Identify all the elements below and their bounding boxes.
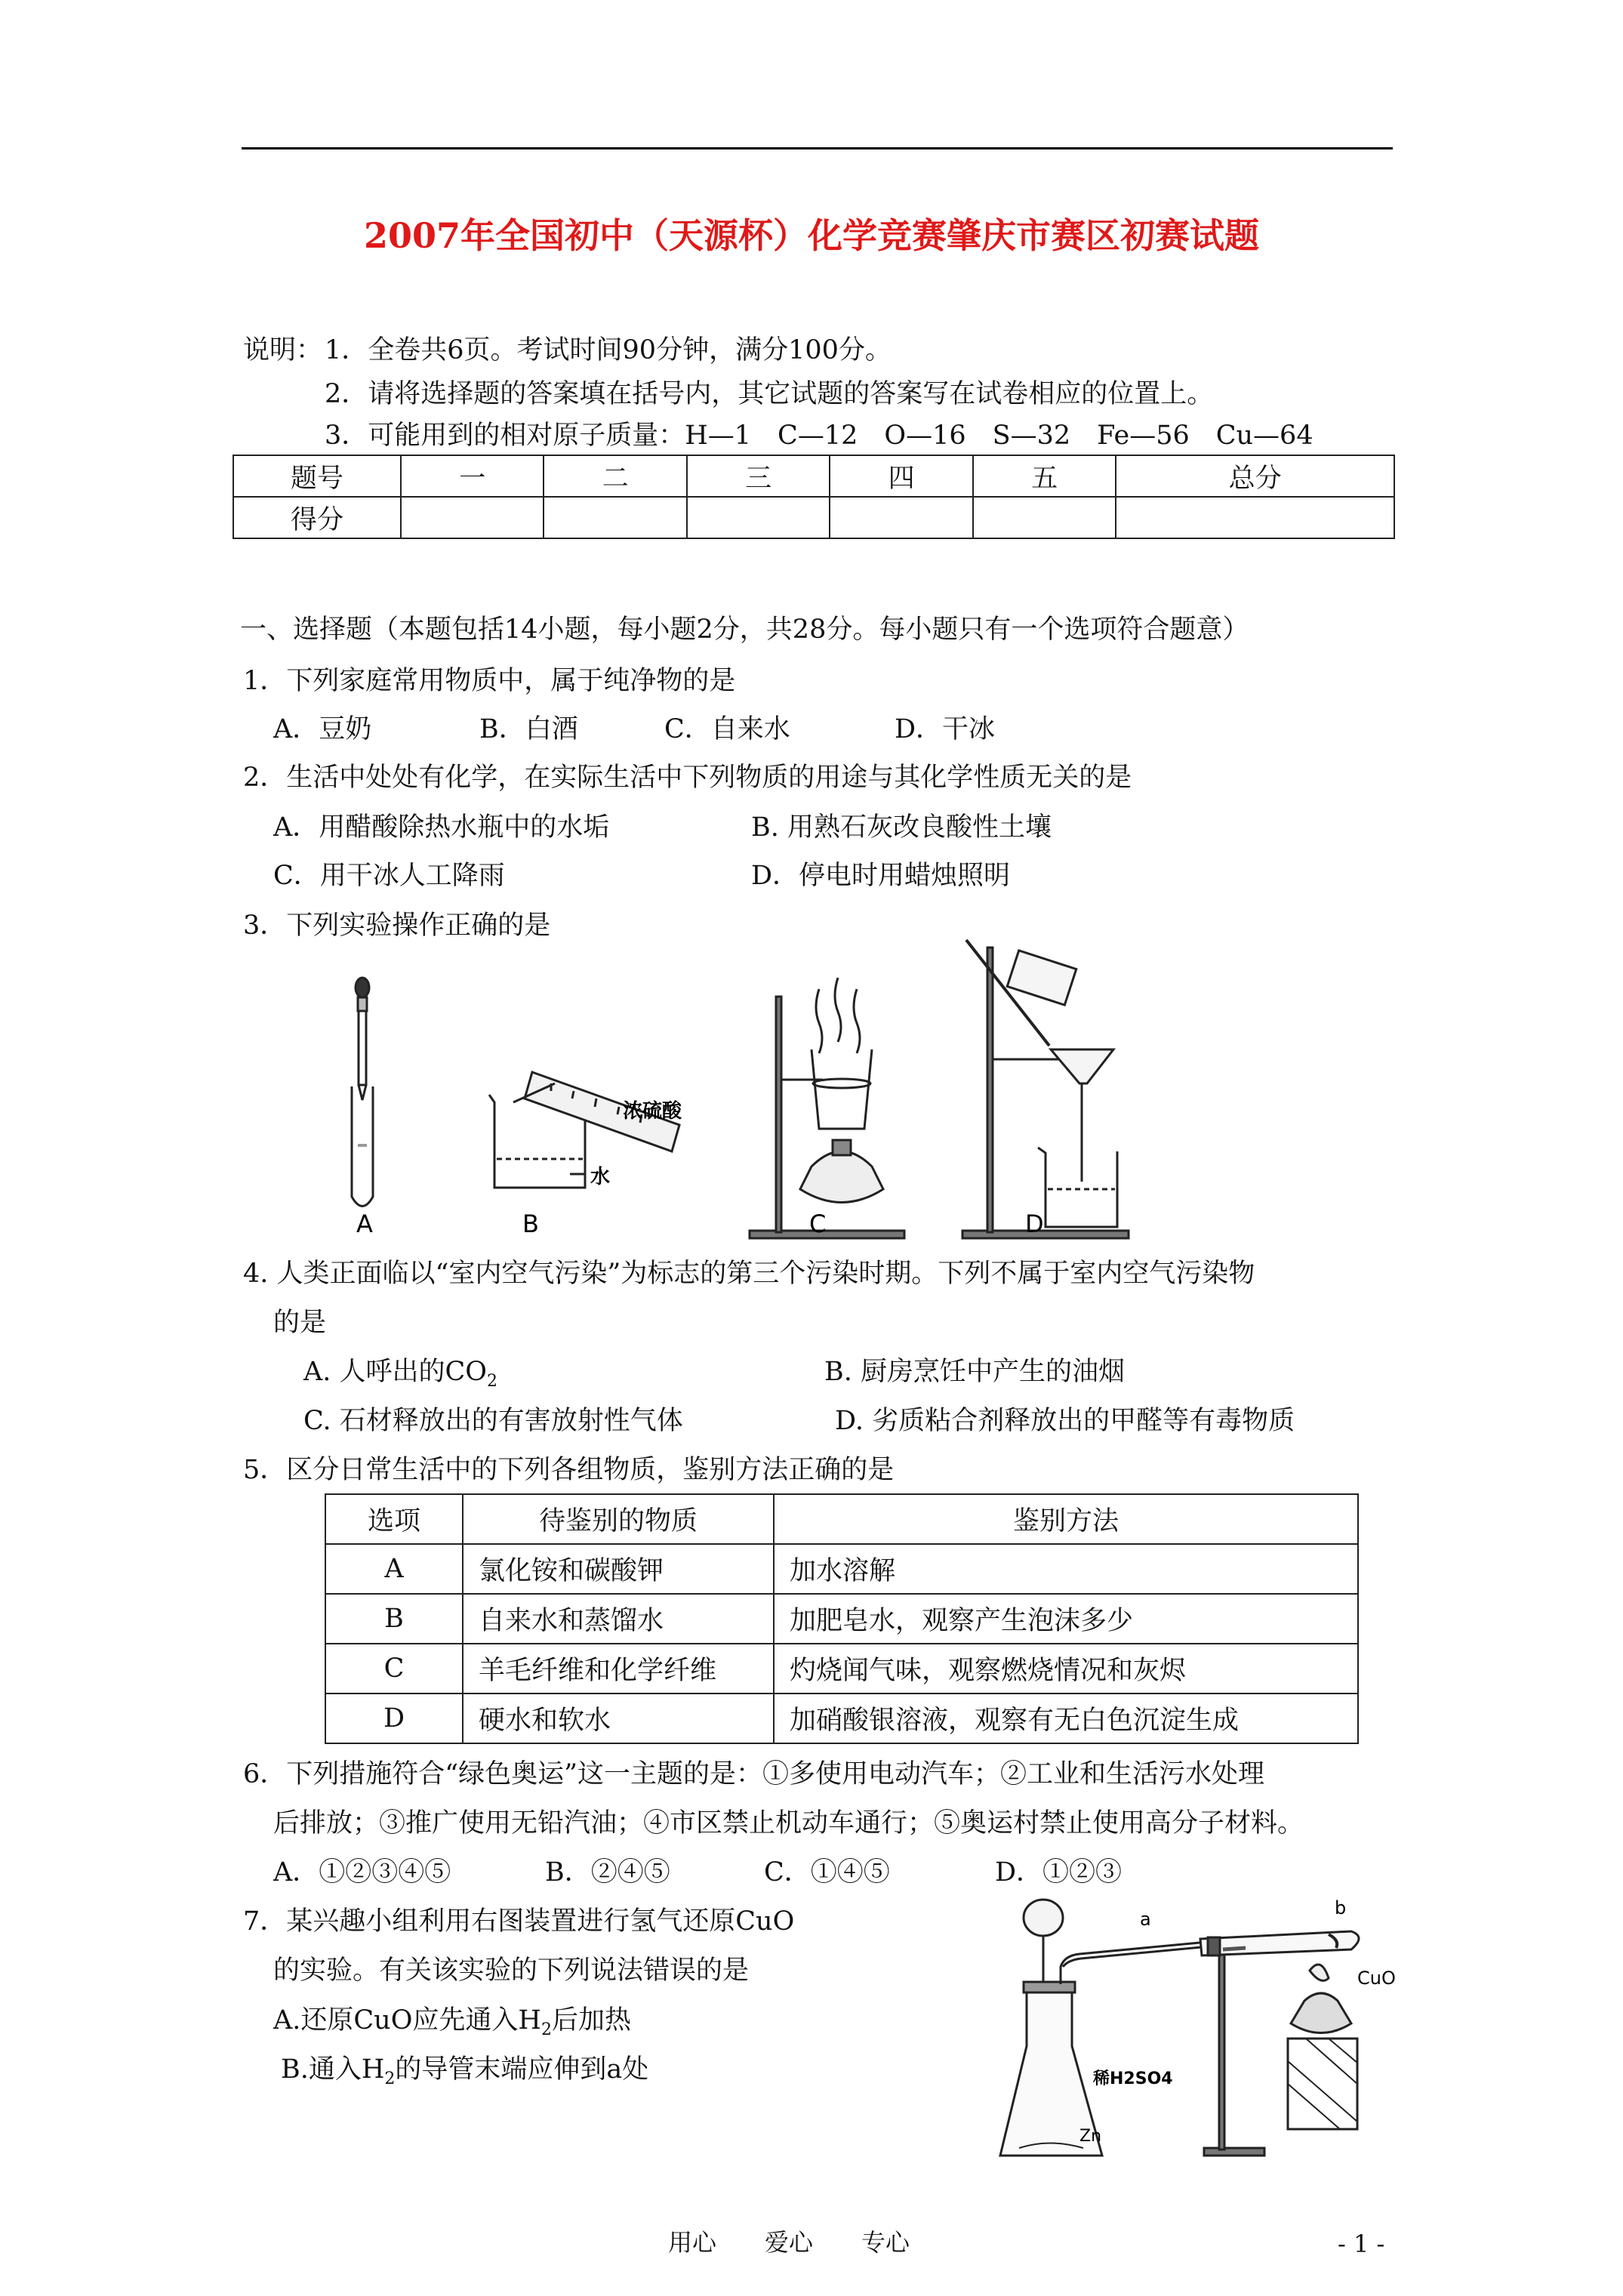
q2-option-a: A．用醋酸除热水瓶中的水垢 (273, 812, 610, 843)
q5-cell: D (325, 1693, 463, 1743)
q3-label-water: 水 (590, 1166, 611, 1188)
q7-label-a: a (1140, 1909, 1151, 1930)
table-row (325, 1693, 1358, 1743)
header-rule (242, 147, 1393, 149)
q5-header-cell: 待鉴别的物质 (463, 1494, 774, 1544)
q1-option-a: A．豆奶 (273, 714, 372, 744)
q7-apparatus-figure (996, 1895, 1419, 2167)
q2-stem: 2．生活中处处有化学，在实际生活中下列物质的用途与其化学性质无关的是 (243, 763, 1132, 793)
q2-option-c: C．用干冰人工降雨 (273, 861, 505, 891)
score-table-header-row (233, 455, 1394, 497)
instruction-line-2: 2．请将选择题的答案填在括号内，其它试题的答案写在试卷相应的位置上。 (325, 379, 1214, 409)
score-cell (830, 497, 972, 538)
score-header-cell: 题号 (233, 455, 401, 497)
q7-option-b-text: B.通入H (281, 2054, 385, 2085)
q7-option-b (281, 2053, 648, 2096)
q4-option-d: D. 劣质粘合剂释放出的甲醛等有毒物质 (835, 1406, 1295, 1436)
q5-cell: 加肥皂水，观察产生泡沫多少 (774, 1594, 1358, 1644)
q6-line1: 6．下列措施符合“绿色奥运”这一主题的是：①多使用电动汽车；②工业和生活污水处理 (243, 1759, 1265, 1789)
q6-option-c: C．①④⑤ (764, 1857, 890, 1888)
q3-label-d: D (1025, 1210, 1044, 1238)
q7-line2: 的实验。有关该实验的下列说法错误的是 (273, 1955, 750, 1986)
q3-label-a: A (356, 1210, 373, 1238)
q7-option-a-text-end: 后加热 (551, 2005, 631, 2036)
q5-stem: 5．区分日常生活中的下列各组物质，鉴别方法正确的是 (243, 1455, 895, 1485)
instruction-line-1: 1．全卷共6页。考试时间90分钟，满分100分。 (325, 335, 892, 365)
q5-table-header-row (325, 1494, 1358, 1544)
q2-option-d: D．停电时用蜡烛照明 (751, 861, 1011, 891)
score-cell (544, 497, 686, 538)
q3-label-acid: 浓硫酸 (623, 1100, 682, 1123)
q3-label-c: C (809, 1210, 827, 1238)
q7-option-a-subscript: 2 (540, 2020, 552, 2039)
q4-option-c: C. 石材释放出的有害放射性气体 (303, 1406, 683, 1436)
q5-cell: 自来水和蒸馏水 (463, 1594, 774, 1644)
table-row (325, 1544, 1358, 1594)
q6-option-b: B．②④⑤ (545, 1857, 670, 1888)
q7-label-cuo: CuO (1357, 1968, 1396, 1989)
footer-motto: 用心 爱心 专心 (668, 2228, 910, 2257)
score-header-cell: 一 (401, 455, 544, 497)
q3-stem: 3．下列实验操作正确的是 (243, 911, 551, 941)
q1-stem: 1．下列家庭常用物质中，属于纯净物的是 (243, 666, 736, 696)
score-header-cell: 五 (973, 455, 1116, 497)
q5-cell: A (325, 1544, 463, 1594)
table-row (325, 1594, 1358, 1644)
q7-option-b-text-end: 的导管末端应伸到a处 (395, 2054, 649, 2085)
score-cell (1116, 497, 1394, 538)
q5-cell: B (325, 1594, 463, 1644)
q5-cell: 羊毛纤维和化学纤维 (463, 1644, 774, 1693)
q5-cell: 加硝酸银溶液，观察有无白色沉淀生成 (774, 1693, 1358, 1743)
q4-stem-line2: 的是 (273, 1308, 327, 1338)
page-number: - 1 - (1338, 2230, 1385, 2258)
q7-line1: 7．某兴趣小组利用右图装置进行氢气还原CuO (243, 1906, 795, 1937)
q5-cell: 硬水和软水 (463, 1693, 774, 1743)
q5-table (325, 1493, 1359, 1744)
q4-option-b: B. 厨房烹饪中产生的油烟 (824, 1357, 1125, 1387)
q7-option-a (273, 2004, 631, 2047)
q5-cell: 灼烧闻气味，观察燃烧情况和灰烬 (774, 1644, 1358, 1693)
q4-option-a-text: A. 人呼出的CO (303, 1357, 488, 1387)
score-header-cell: 四 (830, 455, 972, 497)
q5-header-cell: 鉴别方法 (774, 1494, 1358, 1544)
q3-figure-c-heating (750, 978, 904, 1238)
score-table-score-row (233, 497, 1394, 538)
instructions-label: 说明： (243, 335, 323, 365)
q7-label-zn: Zn (1079, 2127, 1102, 2146)
score-row-label: 得分 (233, 497, 401, 538)
page-title: 2007年全国初中（天源杯）化学竞赛肇庆市赛区初赛试题 (363, 215, 1260, 256)
q3-figure-b-dilution (489, 1072, 679, 1188)
q3-label-b: B (522, 1210, 539, 1238)
q7-option-a-text: A.还原CuO应先通入H (273, 2005, 541, 2036)
q3-figure-d-filtration (962, 940, 1129, 1238)
q2-option-b: B. 用熟石灰改良酸性土壤 (751, 812, 1052, 843)
q7-label-acid: 稀H2SO4 (1093, 2069, 1173, 2088)
score-cell (973, 497, 1116, 538)
q3-figure-a-dropper (352, 978, 373, 1207)
score-header-cell: 三 (687, 455, 830, 497)
score-cell (687, 497, 830, 538)
q5-cell: 氯化铵和碳酸钾 (463, 1544, 774, 1594)
q7-option-b-subscript: 2 (384, 2069, 396, 2088)
table-row (325, 1644, 1358, 1693)
score-header-cell: 总分 (1116, 455, 1394, 497)
q6-option-d: D．①②③ (995, 1857, 1123, 1888)
q4-stem-line1: 4. 人类正面临以“室内空气污染”为标志的第三个污染时期。下列不属于室内空气污染物 (243, 1259, 1255, 1289)
q4-option-a-subscript: 2 (487, 1372, 498, 1391)
section-heading: 一、选择题（本题包括14小题，每小题2分，共28分。每小题只有一个选项符合题意） (240, 615, 1249, 645)
score-cell (401, 497, 544, 538)
q5-header-cell: 选项 (325, 1494, 463, 1544)
q7-label-b: b (1335, 1897, 1347, 1918)
q1-option-c: C．自来水 (664, 714, 790, 744)
q5-cell: 加水溶解 (774, 1544, 1358, 1594)
q6-line2: 后排放；③推广使用无铅汽油；④市区禁止机动车通行；⑤奥运村禁止使用高分子材料。 (273, 1808, 1304, 1838)
q1-option-b: B．白酒 (479, 714, 578, 744)
score-header-cell: 二 (544, 455, 686, 497)
q6-option-a: A．①②③④⑤ (273, 1857, 451, 1888)
q1-option-d: D．干冰 (895, 714, 996, 744)
instruction-line-3: 3．可能用到的相对原子质量：H—1 C—12 O—16 S—32 Fe—56 Cu—64 (325, 421, 1313, 451)
q4-option-a (303, 1355, 497, 1398)
q5-cell: C (325, 1644, 463, 1693)
score-table (233, 455, 1395, 539)
q3-figures (325, 932, 1419, 1250)
